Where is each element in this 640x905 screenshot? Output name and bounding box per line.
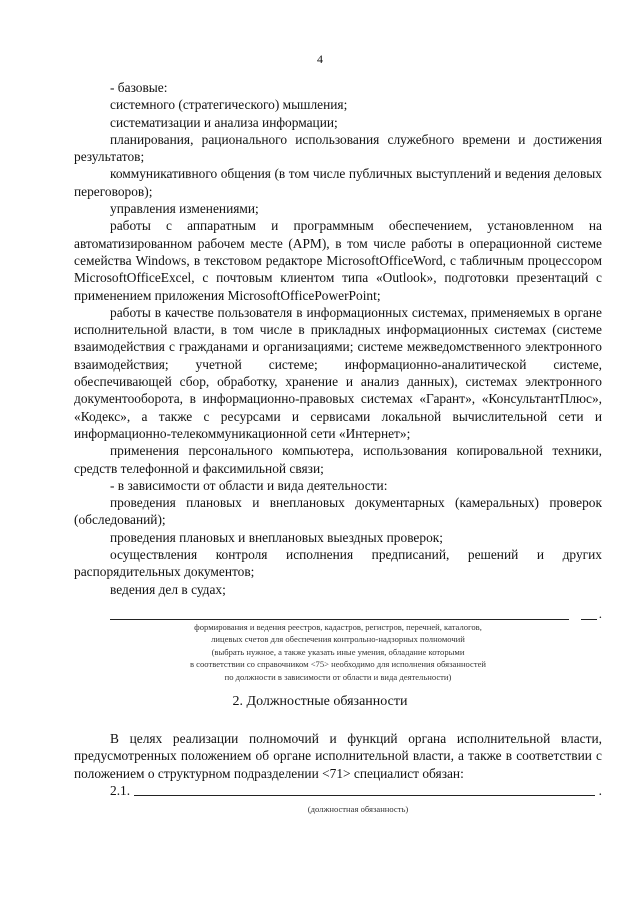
paragraph-information-systems: работы в качестве пользователя в информационных системах, применяемых в органе исполнительной власти, в том числе в прикладных информационных системах (системе взаимодействия с гражданами и организациями; системе межведомственного электронного взаимодействия; учетной системе; информационно-аналитической системе, обеспечивающей сбор, обработку, хранение и анализ данных), системах электронного документооборота, в информационно-правовых системах «Гарант», «КонсультантПлюс», «Кодекс», а также с ресурсами и сервисами локальной вычислительной сети и информационно-телекоммуникационной сети «Интернет»; [74,304,602,441]
blank-hint-line: по должности в зависимости от области и вида деятельности) [224,671,452,682]
duty-item-number: 2.1. [110,782,131,798]
duties-intro: В целях реализации полномочий и функций органа исполнительной власти, предусмотренных положением об органе исполнительной власти, а также в соответствии с положением о структурном подразделении <71> специалист обязан: [74,731,602,781]
paragraph-documentary-inspections: проведения плановых и внеплановых документарных (камеральных) проверок (обследований); [74,495,602,528]
blank-period: . [598,605,602,621]
paragraph-systematization: систематизации и анализа информации; [110,114,338,130]
duty-item [74,782,602,799]
blank-underline-short [581,618,597,620]
blank-hint-line: в соответствии со справочником <75> необходимо для исполнения обязанностей [189,659,487,670]
paragraph-office-equipment: применения персонального компьютера, использования копировальной техники, средств телефонной и факсимильной связи; [74,443,602,476]
duty-item-underline [134,794,595,796]
paragraph-planning: планирования, рационального использования служебного времени и достижения результатов; [74,131,602,165]
paragraph-court-cases: ведения дел в судах; [110,581,226,597]
paragraph-field-inspections: проведения плановых и внеплановых выездных проверок; [110,529,443,545]
blank-hint-line: формирования и ведения реестров, кадастров, регистров, перечней, каталогов, [194,621,482,632]
duty-item-hint: (должностная обязанность) [307,804,409,815]
paragraph-hardware-software: работы с аппаратным и программным обеспечением, установленном на автоматизированном рабочем месте (АРМ), в том числе работы в операционной системе семейства Windows, в текстовом редакторе MicrosoftOfficeWord, с табличным процессором MicrosoftOfficeExcel, с почтовым клиентом типа «Outlook», подготовки презентаций с применением приложения MicrosoftOfficePowerPoint; [74,218,602,303]
page-number: 4 [317,52,323,66]
paragraph-basic-heading: - базовые: [110,80,168,95]
fill-in-blank-line [74,606,602,620]
duties-section [74,730,602,818]
blank-hint [74,621,602,683]
paragraph-change-management: управления изменениями; [110,201,259,217]
blank-underline [110,618,569,620]
duty-item-period: . [598,782,602,798]
paragraph-systemic-thinking: системного (стратегического) мышления; [110,97,348,113]
blank-hint-line: (выбрать нужное, а также указать иные умения, обладание которыми [211,646,465,657]
paragraph-communication: коммуникативного общения (в том числе публичных выступлений и ведения деловых переговоров); [74,166,602,199]
paragraph-area-heading: - в зависимости от области и вида деятельности: [110,477,388,493]
blank-hint-line: лицевых счетов для обеспечения контрольно-надзорных полномочий [211,634,465,645]
skills-list [74,79,602,683]
paragraph-control-execution: осуществления контроля исполнения предписаний, решений и других распорядительных документов; [74,547,602,580]
section-heading: 2. Должностные обязанности [232,694,408,709]
